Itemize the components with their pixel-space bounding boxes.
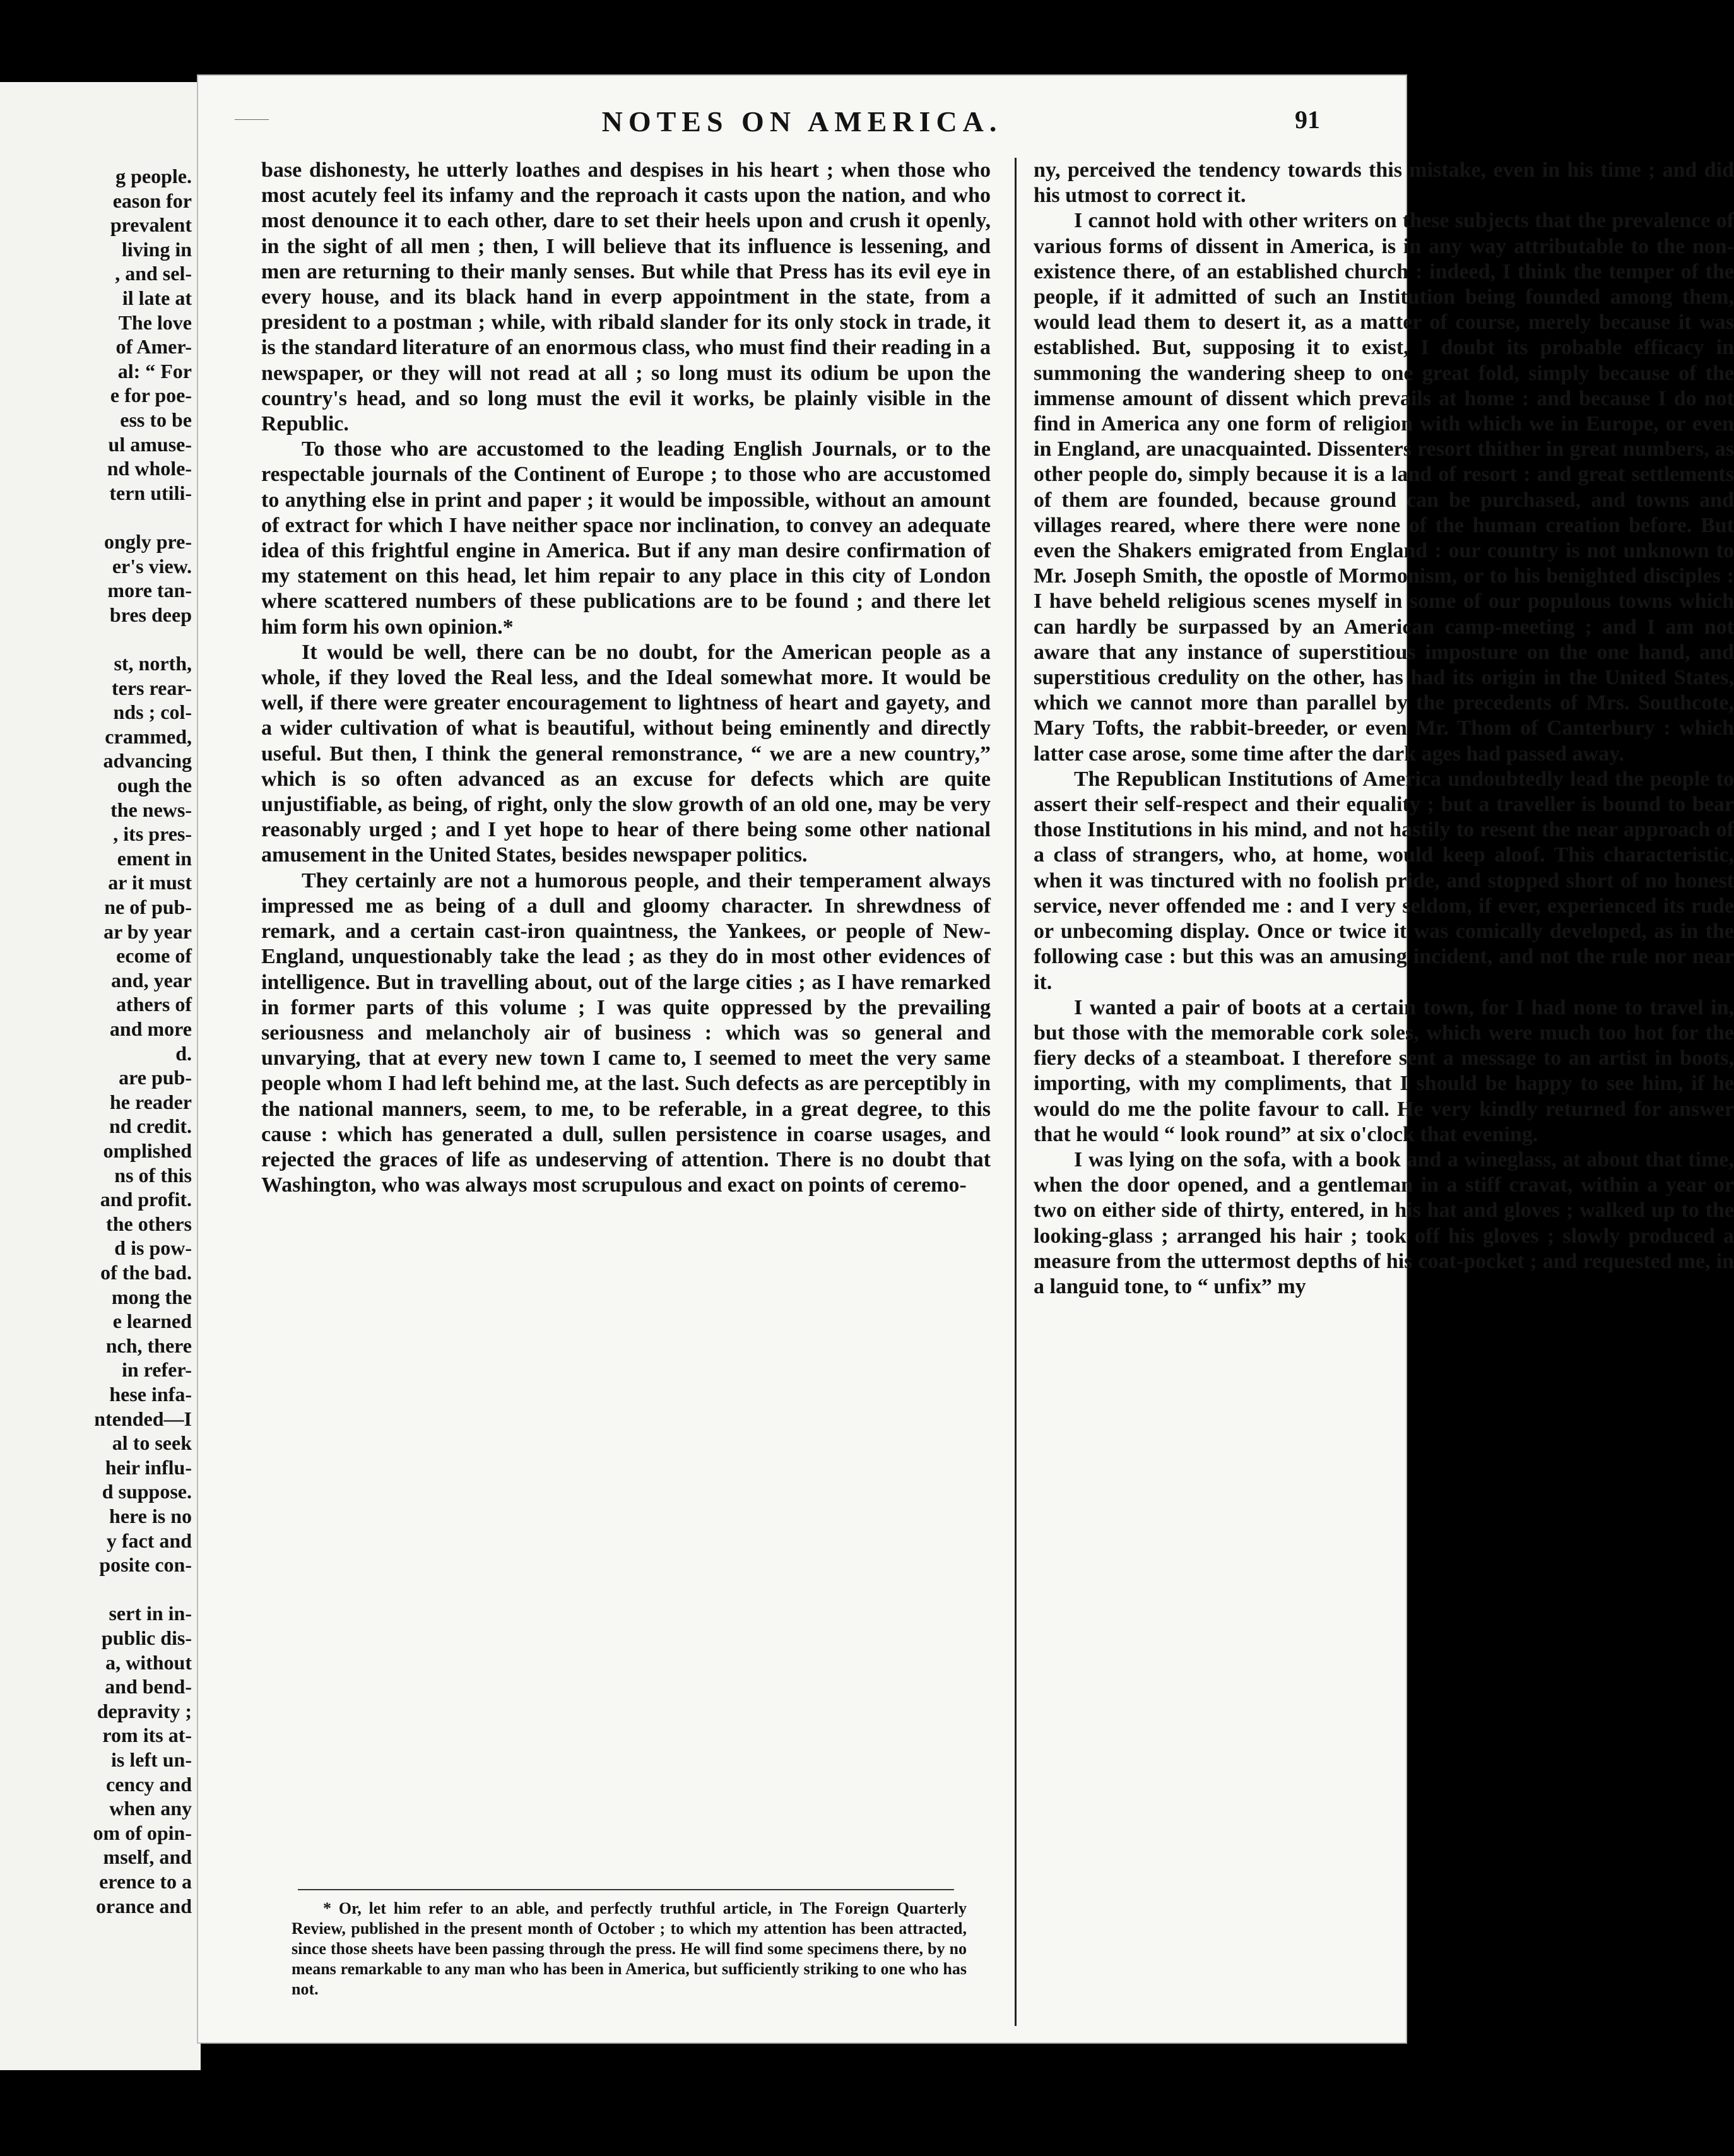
header-mark: ——— [235,112,269,125]
page-number: 91 [1295,105,1320,134]
paragraph: It would be well, there can be no doubt, for the American people as a whole, if they loved the Real less, and the Ideal somewhat more. It would be well, if there were greater encouragement to lightness of heart and gayety, and a wider cultivation of what is beautiful, without being eminently and directly useful. But then, I think the general remonstrance, “ we are a new country,” which is so often advanced as an excuse for defects which are quite unjustifiable, as being, of right, only the slow growth of an old one, may be very reasonably urged ; and I yet hope to hear of there being some other national amusement in the United States, besides newspaper politics. [261,640,991,867]
left-page-line: e learned [112,1310,192,1333]
paragraph: I cannot hold with other writers on these subjects that the prevalence of various forms of dissent in America, is in any way attributable to the non-existence there, of an established church : indeed, I think the temper of the people, if it admitted of such an Institution being founded among them, would lead them to desert it, as a matter of course, merely because it was established. But, supposing it to exist, I doubt its probable efficacy in summoning the wandering sheep to one great fold, simply because of the immense amount of dissent which prevails at home : and because I do not find in America any one form of religion with which we in Europe, or even in England, are unacquainted. Dissenters resort thither in great numbers, as other people do, simply because it is a land of resort : and great settlements of them are founded, because ground can be purchased, and towns and villages reared, where there were none of the human creation before. But even the Shakers emigrated from England : our country is not unknown to Mr. Joseph Smith, the opostle of Mormonism, or to his benighted disciples : I have beheld religious scenes myself in some of our populous towns which can hardly be surpassed by an American camp-meeting ; and I am not aware that any instance of superstitious imposture on the one hand, and superstitious credulity on the other, has had its origin in the United States, which we cannot more than parallel by the precedents of Mrs. Southcote, Mary Tofts, the rabbit-breeder, or even Mr. Thom of Canterbury : which latter case arose, some time after the dark ages had passed away. [1034,209,1734,766]
left-page-line: il late at [122,287,192,309]
left-page-line: bres deep [109,603,192,626]
left-page-line: living in [121,237,192,261]
left-page-line: cency and [106,1772,192,1796]
left-page-line: athers of [116,993,192,1016]
left-page-line: and more [109,1017,192,1040]
left-page-line: is left un- [111,1748,192,1771]
left-page-line: ecome of [116,944,192,968]
left-page-line: mself, and [103,1845,192,1869]
column-divider [1015,158,1017,2026]
left-page-line: sert in in- [109,1602,192,1625]
left-page-line: depravity ; [97,1699,192,1722]
left-page-line: the others [106,1212,192,1235]
left-page-line: of Amer- [115,335,192,358]
left-page-line: public dis- [101,1626,192,1649]
left-page-line: here is no [109,1505,192,1527]
running-header [197,105,1407,149]
paragraph: They certainly are not a humorous people, and their temperament always impressed me as being of a dull and gloomy character. In shrewdness of remark, and a certain cast-iron quaintness, the Yankees, or people of New-England, unquestionably take the lead ; as they do in most other evidences of intelligence. But in travelling about, out of the large cities ; as I have remarked in former parts of this volume ; I was quite oppressed by the prevailing seriousness and melancholy air of business : which was so general and unvarying, that at every new town I came to, I seemed to meet the very same people whom I had left behind me, at the last. Such defects as are perceptibly in the national manners, seem, to me, to be referable, in a great degree, to this cause : which has generated a dull, sullen persistence in coarse usages, and rejected the graces of life as undeserving of attention. There is no doubt that Washington, who was always most scrupulous and exact on points of ceremo- [261,868,991,1197]
page-title: NOTES ON AMERICA. [601,105,1003,138]
left-page-line: tern utili- [109,481,192,504]
left-page-line: hese infa- [109,1383,192,1406]
left-page-line: more tan- [107,579,192,602]
left-page-line: ters rear- [111,676,192,699]
left-page-line: omplished [103,1139,192,1162]
left-page-line: y fact and [106,1529,192,1552]
text-column-left [261,158,991,1884]
left-page-line: when any [109,1797,192,1820]
left-page-line: ongly pre- [104,530,192,553]
left-page-line: ar by year [103,920,192,943]
left-page-line: d is pow- [114,1236,192,1260]
left-facing-page [0,82,201,2070]
left-page-line: of the bad. [100,1261,192,1284]
left-page-line: and, year [111,968,192,992]
left-page-line: er's view. [112,554,192,578]
left-page-line: the news- [110,798,192,821]
text-column-right [1034,158,1734,2026]
left-page-line: advancing [103,749,192,773]
left-page-line: heir influ- [105,1455,192,1479]
left-page-line: eason for [112,189,192,212]
left-page-line: ess to be [120,408,192,431]
left-page-line: e for poe- [110,384,192,407]
paragraph: base dishonesty, he utterly loathes and despises in his heart ; when those who most acutely feel its infamy and the reproach it casts upon the nation, and who most denounce it to each other, dare to set their heels upon and crush it openly, in the sight of all men ; then, I will believe that its influence is lessening, and men are returning to their manly senses. But while that Press has its evil eye in every house, and its black hand in everp appointment in the state, from a president to a postman ; while, with ribald slander for its only stock in trade, it is the standard literature of an enormous class, who must find their reading in a newspaper, or they will not read at all ; so long must its odium be upon the country's head, and so long must the evil it works, be plainly visible in the Republic. [261,158,991,436]
left-page-line: mong the [111,1285,192,1308]
left-page-line: , and sel- [115,262,192,285]
left-page-line: d suppose. [102,1480,192,1503]
left-page-line: are pub- [119,1066,192,1089]
left-page-line: d. [175,1041,192,1065]
footnote [292,1898,967,1999]
left-page-line: and profit. [100,1188,192,1211]
left-page-line: in refer- [121,1358,192,1382]
left-page-line: nd credit. [109,1115,192,1138]
left-page-line: The love [118,311,192,334]
main-page [197,74,1734,2044]
footnote-rule [298,1889,954,1890]
left-page-line: a, without [105,1650,192,1674]
left-page-line: and bend- [105,1675,192,1698]
footnote-text: * Or, let him refer to an able, and perfectly truthful article, in The Foreign Quarterly Review, published in the present month of October ; to which my attention has been attracted, since those sheets have been passing through the press. He will find some specimens there, by no means remarkable to any man who has been in America, but sufficiently striking to one who has not. [292,1899,967,1998]
left-page-line: ough the [117,774,192,797]
left-page-line: g people. [115,165,192,187]
left-page-line: ne of pub- [104,896,192,918]
left-page-line: erence to a [99,1870,192,1893]
left-page-line: , its pres- [113,822,192,846]
paragraph: I wanted a pair of boots at a certain town, for I had none to travel in, but those with the memorable cork soles, which were much too hot for the fiery decks of a steamboat. I therefore sent a message to an artist in boots, importing, with my compliments, that I should be happy to see him, if he would do me the polite favour to call. He very kindly returned for answer that he would “ look round” at six o'clock that evening. [1034,995,1734,1146]
left-page-line: nd whole- [107,457,192,480]
left-page-line: crammed, [105,725,192,748]
paragraph: ny, perceived the tendency towards this mistake, even in his time ; and did his utmost to correct it. [1034,158,1734,208]
paragraph: The Republican Institutions of America undoubtedly lead the people to assert their self-respect and their equality ; but a traveller is bound to bear those Institutions in his mind, and not hastily to resent the near approach of a class of strangers, who, at home, would keep aloof. This characteristic, when it was tinctured with no foolish pride, and stopped short of no honest service, never offended me : and I very seldom, if ever, experienced its rude or unbecoming display. Once or twice it was comically developed, as in the following case : but this was an amusing incident, and not the rule nor near it. [1034,767,1734,994]
left-page-line: ul amuse- [108,432,192,456]
paragraph: To those who are accustomed to the leading English Journals, or to the respectable journals of the Continent of Europe ; to those who are accustomed to anything else in print and paper ; it would be impossible, without an amount of extract for which I have neither space nor inclination, to convey an adequate idea of this frightful engine in America. But if any man desire confirmation of my statement on this head, let him repair to any place in this city of London where scattered numbers of these publications are to be found ; and there let him form his own opinion.* [261,437,991,639]
left-page-line: ar it must [108,871,192,894]
left-page-line: ns of this [114,1163,192,1187]
left-page-line: ntended—I [94,1407,192,1430]
left-page-line: orance and [96,1894,192,1917]
left-page-line: he reader [109,1090,192,1113]
left-page-line: ement in [117,846,192,870]
paragraph: I was lying on the sofa, with a book and a wineglass, at about that time, when the door opened, and a gentleman in a stiff cravat, within a year or two on either side of thirty, entered, in his hat and gloves ; walked up to the looking-glass ; arranged his hair ; took off his gloves ; slowly produced a measure from the uttermost depths of his coat-pocket ; and requested me, in a languid tone, to “ unfix” my [1034,1147,1734,1298]
left-page-line: nch, there [105,1334,192,1357]
left-page-line: prevalent [110,213,192,237]
left-page-line: rom its at- [102,1724,192,1747]
left-page-line: al: “ For [117,359,192,382]
left-page-line: nds ; col- [113,701,192,724]
left-page-line: al to seek [112,1431,192,1455]
left-page-line: om of opin- [93,1821,192,1844]
left-page-line: st, north, [114,652,192,675]
left-page-line: posite con- [99,1553,192,1577]
